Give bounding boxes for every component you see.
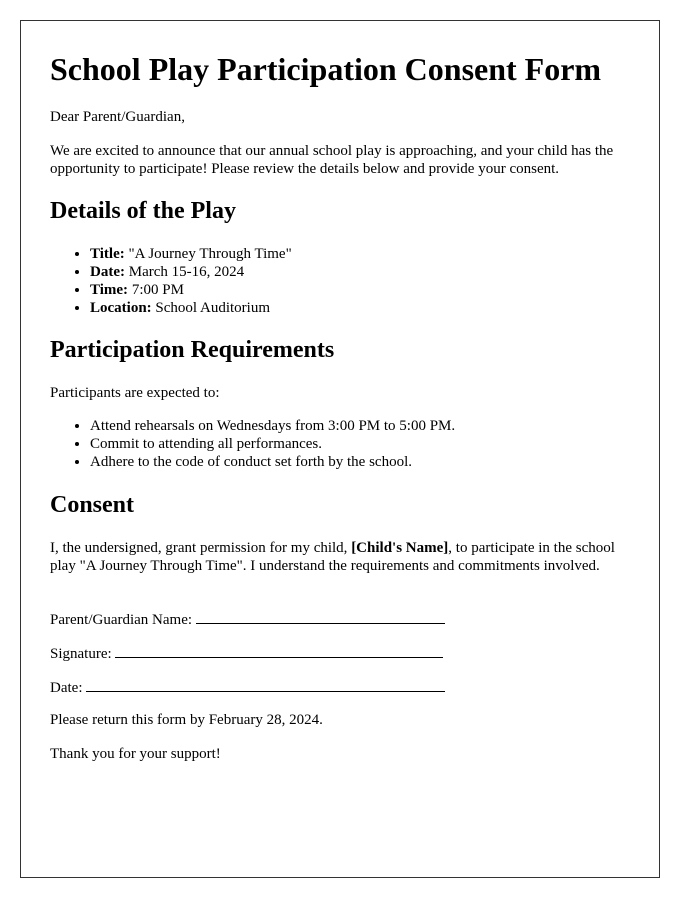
parent-name-field[interactable] xyxy=(196,609,445,624)
details-label: Date: xyxy=(90,264,125,280)
details-list xyxy=(50,245,292,317)
requirement-item: • Adhere to the code of conduct set forth by the school. xyxy=(90,453,455,471)
details-value: 7:00 PM xyxy=(128,282,184,298)
requirement-item: • Attend rehearsals on Wednesdays from 3:00 PM to 5:00 PM. xyxy=(90,417,455,435)
intro-paragraph: We are excited to announce that our annual school play is approaching, and your child has the opportunity to participate! Please review the details below and provide your consent. xyxy=(50,143,614,177)
details-heading: Details of the Play xyxy=(50,198,236,224)
details-value: School Auditorium xyxy=(151,300,271,316)
consent-text-after: , to participate in the school play "A Journey Through Time". I understand the requirements and commitments involved. xyxy=(50,540,615,574)
thanks-note: Thank you for your support! xyxy=(50,746,221,762)
requirement-item: • Commit to attending all performances. xyxy=(90,435,455,453)
details-value: March 15-16, 2024 xyxy=(124,264,245,280)
details-value: "A Journey Through Time" xyxy=(124,246,292,262)
consent-heading: Consent xyxy=(50,492,135,518)
signature-field[interactable] xyxy=(115,643,443,658)
greeting: Dear Parent/Guardian, xyxy=(50,109,185,125)
parent-name-label: Parent/Guardian Name: xyxy=(50,612,196,628)
date-label: Date: xyxy=(50,680,87,696)
details-item-time xyxy=(90,281,292,299)
consent-paragraph xyxy=(50,539,640,575)
details-item-location xyxy=(90,299,292,317)
details-item-date xyxy=(90,263,292,281)
return-note: Please return this form by February 28, 2024. xyxy=(50,712,323,728)
page-title: School Play Participation Consent Form xyxy=(50,51,602,87)
requirements-heading: Participation Requirements xyxy=(50,337,335,363)
child-name-placeholder: [Child's Name] xyxy=(351,540,449,556)
details-label: Time: xyxy=(90,282,129,298)
form-page xyxy=(20,20,660,878)
date-row xyxy=(50,677,445,697)
date-field[interactable] xyxy=(86,677,445,692)
consent-text-before: I, the undersigned, grant permission for my child, xyxy=(50,540,352,556)
requirements-list xyxy=(50,417,455,471)
parent-name-row xyxy=(50,609,445,629)
signature-label: Signature: xyxy=(50,646,116,662)
requirements-intro: Participants are expected to: xyxy=(50,385,220,401)
signature-row xyxy=(50,643,443,663)
details-label: Title: xyxy=(90,246,125,262)
details-item-title xyxy=(90,245,292,263)
details-label: Location: xyxy=(90,300,152,316)
